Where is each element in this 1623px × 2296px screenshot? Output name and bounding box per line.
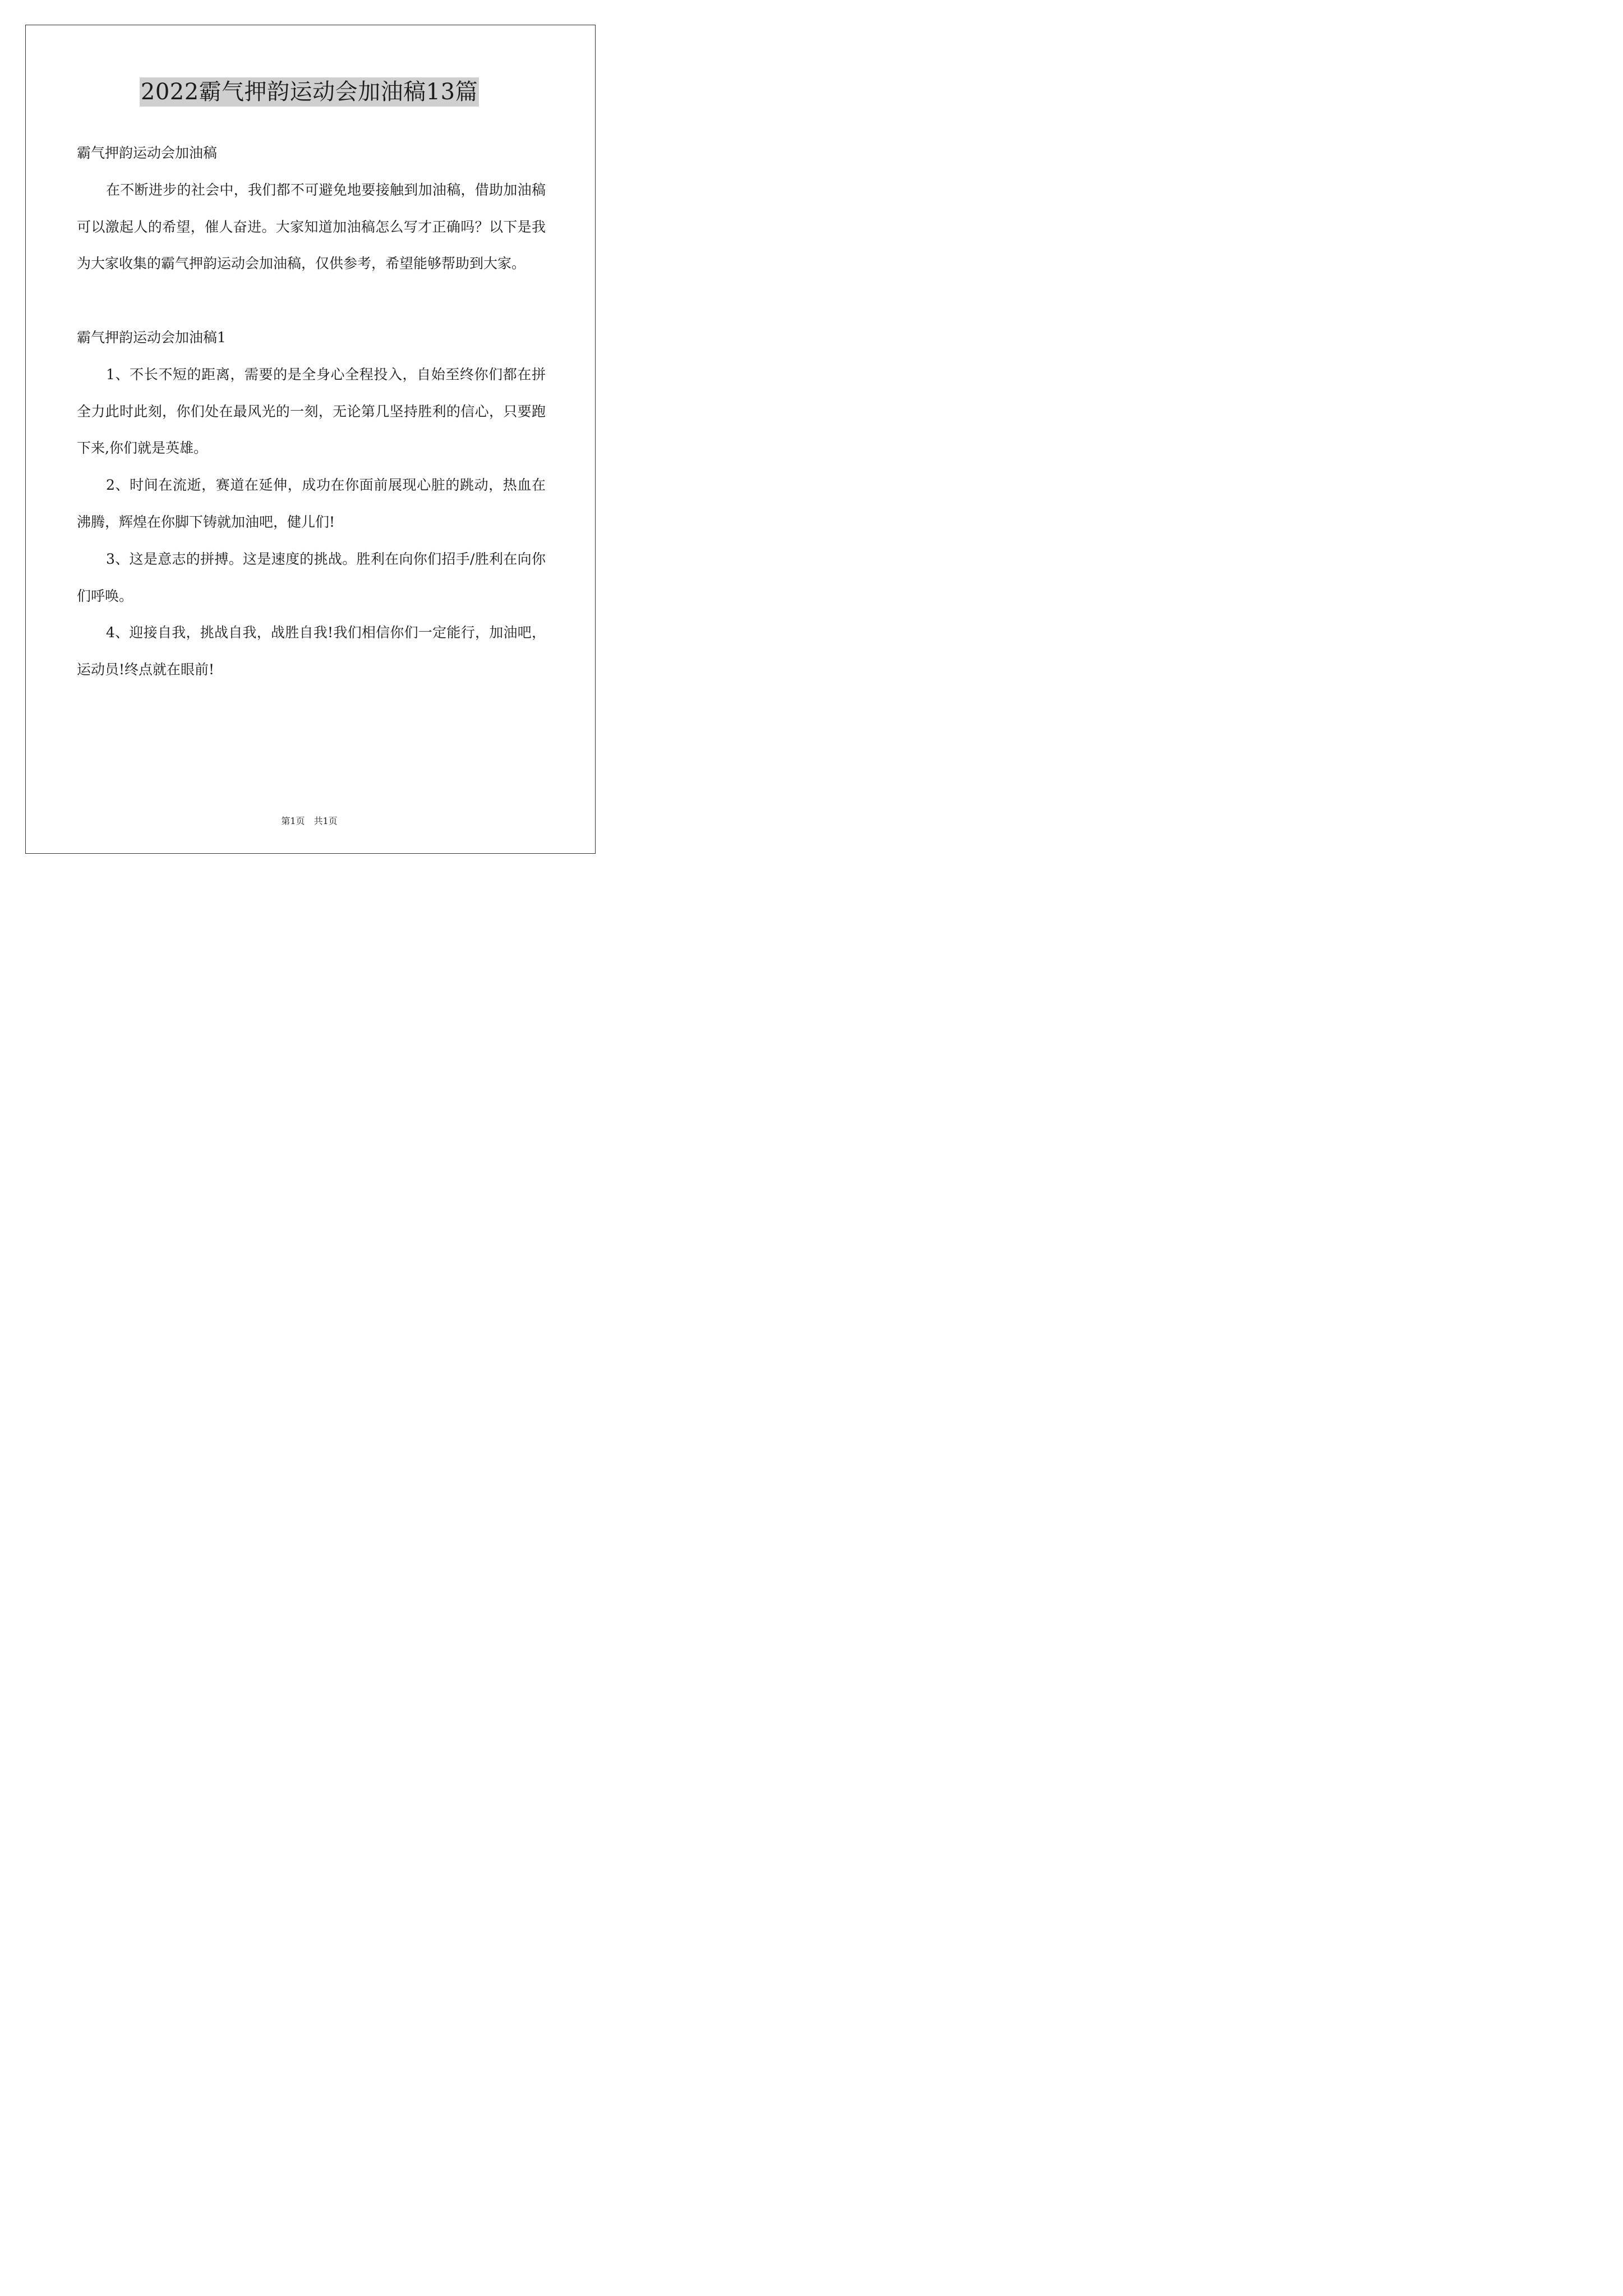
list-item: 1、不长不短的距离，需要的是全身心全程投入，自始至终你们都在拼全力此时此刻，你们处在最风光的一刻，无论第几坚持胜利的信心，只要跑下来,你们就是英雄。 <box>77 366 546 457</box>
section-heading: 霸气押韵运动会加油稿1 <box>77 329 226 346</box>
document-body <box>77 135 546 688</box>
list-item: 2、时间在流逝，赛道在延伸，成功在你面前展现心脏的跳动，热血在沸腾，辉煌在你脚下铸就加油吧，健儿们! <box>77 477 546 530</box>
document-title: 2022霸气押韵运动会加油稿13篇 <box>140 77 479 107</box>
list-item: 4、迎接自我，挑战自我，战胜自我!我们相信你们一定能行，加油吧，运动员!终点就在眼前! <box>77 624 546 678</box>
intro-paragraph: 在不断进步的社会中，我们都不可避免地要接触到加油稿，借助加油稿可以激起人的希望，催人奋进。大家知道加油稿怎么写才正确吗？以下是我为大家收集的霸气押韵运动会加油稿，仅供参考，希望能够帮助到大家。 <box>77 181 546 272</box>
list-item: 3、这是意志的拼搏。这是速度的挑战。胜利在向你们招手/胜利在向你们呼唤。 <box>77 550 546 604</box>
page-footer: 第1页 共1页 <box>281 816 338 826</box>
blank-line <box>77 282 546 319</box>
intro-heading: 霸气押韵运动会加油稿 <box>77 145 218 161</box>
title-container <box>0 77 619 107</box>
